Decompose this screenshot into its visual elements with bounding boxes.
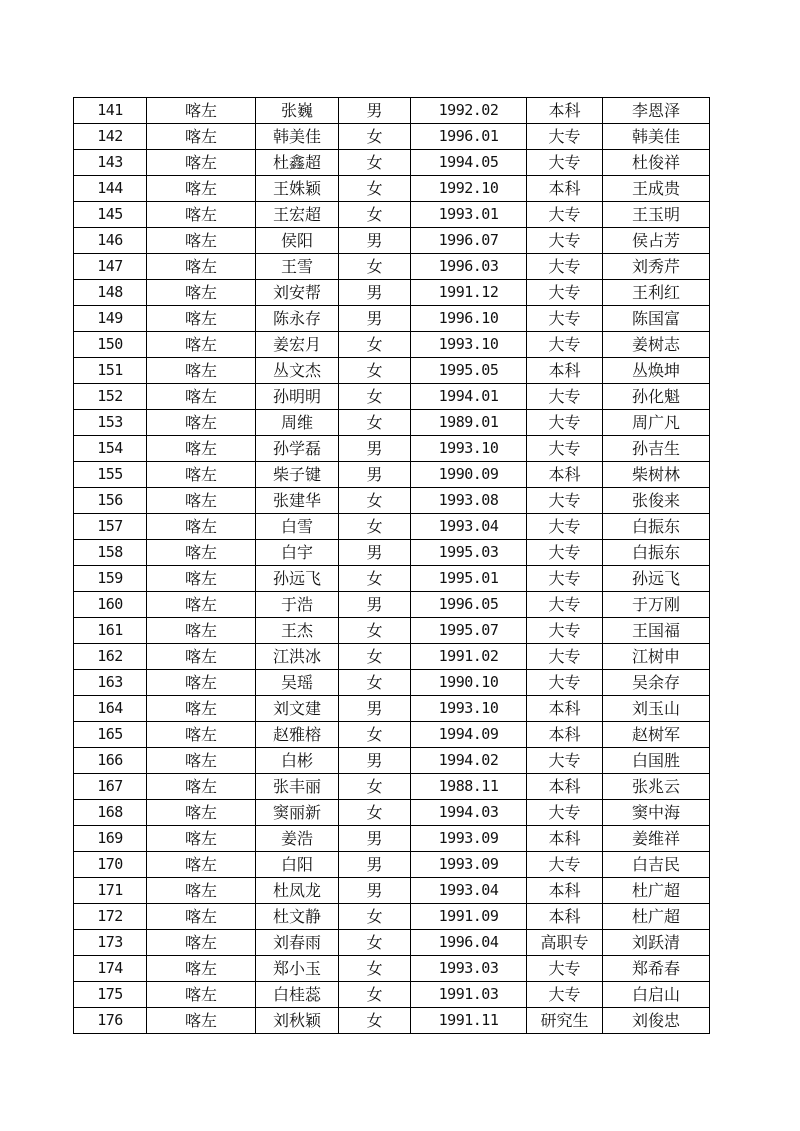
cell-education: 大专	[527, 384, 603, 410]
table-row	[74, 384, 710, 410]
table-row	[74, 280, 710, 306]
cell-parent: 刘跃清	[603, 930, 710, 956]
cell-region: 喀左	[147, 930, 256, 956]
cell-gender: 男	[339, 696, 411, 722]
cell-name: 刘安帮	[256, 280, 339, 306]
cell-name: 王杰	[256, 618, 339, 644]
cell-name: 孙远飞	[256, 566, 339, 592]
cell-index: 153	[74, 410, 147, 436]
cell-education: 大专	[527, 852, 603, 878]
cell-index: 162	[74, 644, 147, 670]
cell-parent: 刘秀芹	[603, 254, 710, 280]
table-row	[74, 956, 710, 982]
cell-birth: 1995.05	[411, 358, 527, 384]
cell-parent: 于万刚	[603, 592, 710, 618]
cell-name: 白宇	[256, 540, 339, 566]
table-row	[74, 514, 710, 540]
cell-parent: 孙远飞	[603, 566, 710, 592]
cell-region: 喀左	[147, 410, 256, 436]
cell-name: 白彬	[256, 748, 339, 774]
cell-birth: 1991.02	[411, 644, 527, 670]
cell-name: 王宏超	[256, 202, 339, 228]
cell-parent: 吴余存	[603, 670, 710, 696]
cell-index: 150	[74, 332, 147, 358]
cell-region: 喀左	[147, 904, 256, 930]
cell-education: 大专	[527, 280, 603, 306]
cell-region: 喀左	[147, 228, 256, 254]
cell-index: 151	[74, 358, 147, 384]
cell-education: 大专	[527, 566, 603, 592]
cell-region: 喀左	[147, 748, 256, 774]
cell-index: 148	[74, 280, 147, 306]
cell-name: 孙明明	[256, 384, 339, 410]
cell-parent: 孙化魁	[603, 384, 710, 410]
cell-gender: 男	[339, 878, 411, 904]
cell-birth: 1995.01	[411, 566, 527, 592]
cell-gender: 男	[339, 826, 411, 852]
cell-education: 大专	[527, 670, 603, 696]
cell-index: 170	[74, 852, 147, 878]
roster-table	[73, 97, 710, 1034]
cell-region: 喀左	[147, 618, 256, 644]
cell-gender: 女	[339, 670, 411, 696]
cell-birth: 1996.03	[411, 254, 527, 280]
cell-name: 刘春雨	[256, 930, 339, 956]
cell-region: 喀左	[147, 696, 256, 722]
cell-gender: 女	[339, 774, 411, 800]
cell-gender: 男	[339, 852, 411, 878]
cell-birth: 1990.09	[411, 462, 527, 488]
cell-name: 张巍	[256, 98, 339, 124]
cell-education: 大专	[527, 982, 603, 1008]
table-row	[74, 800, 710, 826]
cell-region: 喀左	[147, 280, 256, 306]
cell-index: 174	[74, 956, 147, 982]
cell-region: 喀左	[147, 644, 256, 670]
table-row	[74, 1008, 710, 1034]
table-row	[74, 618, 710, 644]
cell-education: 大专	[527, 410, 603, 436]
cell-birth: 1992.10	[411, 176, 527, 202]
cell-name: 王雪	[256, 254, 339, 280]
cell-education: 本科	[527, 826, 603, 852]
cell-parent: 杜广超	[603, 904, 710, 930]
cell-education: 研究生	[527, 1008, 603, 1034]
cell-region: 喀左	[147, 956, 256, 982]
cell-birth: 1993.09	[411, 826, 527, 852]
cell-education: 本科	[527, 98, 603, 124]
cell-index: 169	[74, 826, 147, 852]
table-row	[74, 540, 710, 566]
cell-region: 喀左	[147, 982, 256, 1008]
cell-index: 160	[74, 592, 147, 618]
cell-region: 喀左	[147, 384, 256, 410]
cell-birth: 1994.09	[411, 722, 527, 748]
cell-name: 刘秋颖	[256, 1008, 339, 1034]
cell-parent: 王国福	[603, 618, 710, 644]
cell-parent: 陈国富	[603, 306, 710, 332]
cell-education: 大专	[527, 332, 603, 358]
cell-index: 166	[74, 748, 147, 774]
cell-region: 喀左	[147, 306, 256, 332]
cell-name: 白雪	[256, 514, 339, 540]
cell-education: 大专	[527, 800, 603, 826]
cell-parent: 张俊来	[603, 488, 710, 514]
cell-region: 喀左	[147, 540, 256, 566]
cell-parent: 姜树志	[603, 332, 710, 358]
cell-gender: 女	[339, 644, 411, 670]
cell-region: 喀左	[147, 592, 256, 618]
cell-parent: 杜广超	[603, 878, 710, 904]
cell-gender: 女	[339, 1008, 411, 1034]
cell-index: 164	[74, 696, 147, 722]
table-row	[74, 592, 710, 618]
cell-parent: 刘俊忠	[603, 1008, 710, 1034]
table-row	[74, 202, 710, 228]
cell-birth: 1993.01	[411, 202, 527, 228]
cell-gender: 女	[339, 982, 411, 1008]
cell-index: 167	[74, 774, 147, 800]
cell-name: 杜鑫超	[256, 150, 339, 176]
roster-table-body	[74, 98, 710, 1034]
cell-gender: 女	[339, 410, 411, 436]
cell-name: 杜文静	[256, 904, 339, 930]
cell-region: 喀左	[147, 436, 256, 462]
cell-parent: 侯占芳	[603, 228, 710, 254]
cell-birth: 1994.01	[411, 384, 527, 410]
cell-birth: 1993.08	[411, 488, 527, 514]
table-row	[74, 488, 710, 514]
cell-index: 147	[74, 254, 147, 280]
cell-education: 大专	[527, 618, 603, 644]
cell-index: 142	[74, 124, 147, 150]
cell-name: 柴子键	[256, 462, 339, 488]
table-row	[74, 358, 710, 384]
cell-gender: 女	[339, 514, 411, 540]
cell-name: 陈永存	[256, 306, 339, 332]
cell-region: 喀左	[147, 514, 256, 540]
table-row	[74, 332, 710, 358]
cell-name: 于浩	[256, 592, 339, 618]
cell-gender: 女	[339, 150, 411, 176]
table-row	[74, 722, 710, 748]
cell-parent: 孙吉生	[603, 436, 710, 462]
cell-parent: 白振东	[603, 514, 710, 540]
cell-education: 大专	[527, 202, 603, 228]
cell-birth: 1993.10	[411, 332, 527, 358]
cell-education: 大专	[527, 436, 603, 462]
cell-name: 周维	[256, 410, 339, 436]
cell-region: 喀左	[147, 774, 256, 800]
cell-education: 大专	[527, 254, 603, 280]
cell-parent: 窦中海	[603, 800, 710, 826]
cell-parent: 赵树军	[603, 722, 710, 748]
cell-index: 172	[74, 904, 147, 930]
cell-index: 159	[74, 566, 147, 592]
cell-index: 163	[74, 670, 147, 696]
cell-index: 146	[74, 228, 147, 254]
cell-parent: 张兆云	[603, 774, 710, 800]
cell-name: 白阳	[256, 852, 339, 878]
cell-birth: 1991.09	[411, 904, 527, 930]
cell-region: 喀左	[147, 124, 256, 150]
cell-gender: 女	[339, 488, 411, 514]
cell-parent: 白吉民	[603, 852, 710, 878]
cell-parent: 杜俊祥	[603, 150, 710, 176]
cell-name: 丛文杰	[256, 358, 339, 384]
cell-education: 本科	[527, 176, 603, 202]
cell-birth: 1989.01	[411, 410, 527, 436]
cell-gender: 男	[339, 228, 411, 254]
cell-name: 赵雅榕	[256, 722, 339, 748]
cell-education: 本科	[527, 878, 603, 904]
cell-birth: 1993.10	[411, 436, 527, 462]
cell-birth: 1996.07	[411, 228, 527, 254]
cell-name: 孙学磊	[256, 436, 339, 462]
cell-birth: 1995.03	[411, 540, 527, 566]
cell-gender: 女	[339, 202, 411, 228]
table-row	[74, 878, 710, 904]
cell-birth: 1993.10	[411, 696, 527, 722]
table-row	[74, 904, 710, 930]
cell-name: 杜凤龙	[256, 878, 339, 904]
cell-region: 喀左	[147, 176, 256, 202]
cell-index: 161	[74, 618, 147, 644]
cell-name: 江洪冰	[256, 644, 339, 670]
cell-region: 喀左	[147, 254, 256, 280]
cell-education: 大专	[527, 540, 603, 566]
cell-education: 本科	[527, 358, 603, 384]
cell-education: 本科	[527, 904, 603, 930]
cell-education: 大专	[527, 306, 603, 332]
cell-name: 白桂蕊	[256, 982, 339, 1008]
cell-parent: 姜维祥	[603, 826, 710, 852]
table-row	[74, 774, 710, 800]
cell-education: 大专	[527, 124, 603, 150]
cell-birth: 1996.05	[411, 592, 527, 618]
cell-region: 喀左	[147, 1008, 256, 1034]
cell-birth: 1993.04	[411, 514, 527, 540]
cell-parent: 白国胜	[603, 748, 710, 774]
cell-birth: 1993.09	[411, 852, 527, 878]
cell-gender: 女	[339, 566, 411, 592]
cell-index: 176	[74, 1008, 147, 1034]
cell-name: 刘文建	[256, 696, 339, 722]
cell-birth: 1994.05	[411, 150, 527, 176]
cell-parent: 王利红	[603, 280, 710, 306]
cell-education: 大专	[527, 228, 603, 254]
cell-region: 喀左	[147, 566, 256, 592]
cell-gender: 女	[339, 800, 411, 826]
cell-gender: 女	[339, 384, 411, 410]
cell-gender: 男	[339, 280, 411, 306]
cell-name: 侯阳	[256, 228, 339, 254]
cell-birth: 1996.04	[411, 930, 527, 956]
cell-birth: 1994.02	[411, 748, 527, 774]
cell-parent: 李恩泽	[603, 98, 710, 124]
cell-region: 喀左	[147, 670, 256, 696]
cell-index: 152	[74, 384, 147, 410]
cell-gender: 女	[339, 254, 411, 280]
cell-index: 165	[74, 722, 147, 748]
cell-parent: 王玉明	[603, 202, 710, 228]
cell-birth: 1993.04	[411, 878, 527, 904]
cell-gender: 女	[339, 956, 411, 982]
cell-index: 175	[74, 982, 147, 1008]
cell-index: 173	[74, 930, 147, 956]
cell-index: 154	[74, 436, 147, 462]
table-row	[74, 98, 710, 124]
cell-gender: 男	[339, 462, 411, 488]
cell-gender: 女	[339, 722, 411, 748]
cell-parent: 刘玉山	[603, 696, 710, 722]
cell-region: 喀左	[147, 800, 256, 826]
cell-region: 喀左	[147, 878, 256, 904]
cell-gender: 男	[339, 436, 411, 462]
cell-birth: 1994.03	[411, 800, 527, 826]
cell-education: 大专	[527, 150, 603, 176]
cell-parent: 白振东	[603, 540, 710, 566]
table-row	[74, 826, 710, 852]
cell-gender: 女	[339, 332, 411, 358]
cell-birth: 1991.11	[411, 1008, 527, 1034]
cell-name: 王姝颖	[256, 176, 339, 202]
table-row	[74, 852, 710, 878]
table-row	[74, 228, 710, 254]
cell-name: 姜浩	[256, 826, 339, 852]
cell-gender: 女	[339, 124, 411, 150]
table-row	[74, 748, 710, 774]
table-row	[74, 930, 710, 956]
table-row	[74, 254, 710, 280]
cell-parent: 周广凡	[603, 410, 710, 436]
cell-birth: 1988.11	[411, 774, 527, 800]
table-row	[74, 566, 710, 592]
cell-name: 吴瑶	[256, 670, 339, 696]
cell-gender: 女	[339, 358, 411, 384]
cell-parent: 韩美佳	[603, 124, 710, 150]
cell-birth: 1993.03	[411, 956, 527, 982]
table-row	[74, 696, 710, 722]
cell-gender: 男	[339, 592, 411, 618]
cell-education: 本科	[527, 722, 603, 748]
cell-education: 本科	[527, 696, 603, 722]
cell-parent: 郑希春	[603, 956, 710, 982]
cell-name: 韩美佳	[256, 124, 339, 150]
table-row	[74, 982, 710, 1008]
cell-index: 143	[74, 150, 147, 176]
cell-region: 喀左	[147, 722, 256, 748]
cell-index: 158	[74, 540, 147, 566]
cell-education: 高职专	[527, 930, 603, 956]
cell-index: 141	[74, 98, 147, 124]
cell-gender: 女	[339, 930, 411, 956]
cell-gender: 女	[339, 904, 411, 930]
cell-region: 喀左	[147, 202, 256, 228]
cell-birth: 1996.01	[411, 124, 527, 150]
cell-name: 郑小玉	[256, 956, 339, 982]
cell-name: 姜宏月	[256, 332, 339, 358]
cell-gender: 男	[339, 748, 411, 774]
cell-index: 157	[74, 514, 147, 540]
table-row	[74, 306, 710, 332]
cell-education: 大专	[527, 748, 603, 774]
table-row	[74, 176, 710, 202]
cell-index: 156	[74, 488, 147, 514]
cell-parent: 柴树林	[603, 462, 710, 488]
cell-index: 144	[74, 176, 147, 202]
table-row	[74, 436, 710, 462]
table-row	[74, 670, 710, 696]
cell-name: 张丰丽	[256, 774, 339, 800]
table-row	[74, 462, 710, 488]
cell-region: 喀左	[147, 826, 256, 852]
cell-region: 喀左	[147, 358, 256, 384]
cell-education: 大专	[527, 488, 603, 514]
cell-education: 本科	[527, 462, 603, 488]
cell-birth: 1992.02	[411, 98, 527, 124]
table-row	[74, 124, 710, 150]
cell-birth: 1990.10	[411, 670, 527, 696]
cell-index: 171	[74, 878, 147, 904]
cell-region: 喀左	[147, 462, 256, 488]
cell-gender: 男	[339, 306, 411, 332]
table-row	[74, 644, 710, 670]
cell-name: 张建华	[256, 488, 339, 514]
cell-index: 168	[74, 800, 147, 826]
cell-education: 本科	[527, 774, 603, 800]
cell-birth: 1991.03	[411, 982, 527, 1008]
cell-education: 大专	[527, 956, 603, 982]
cell-name: 窦丽新	[256, 800, 339, 826]
cell-region: 喀左	[147, 852, 256, 878]
cell-index: 149	[74, 306, 147, 332]
cell-region: 喀左	[147, 488, 256, 514]
cell-parent: 丛焕坤	[603, 358, 710, 384]
cell-parent: 江树申	[603, 644, 710, 670]
cell-region: 喀左	[147, 98, 256, 124]
cell-region: 喀左	[147, 332, 256, 358]
cell-parent: 王成贵	[603, 176, 710, 202]
cell-education: 大专	[527, 644, 603, 670]
cell-parent: 白启山	[603, 982, 710, 1008]
table-row	[74, 150, 710, 176]
table-row	[74, 410, 710, 436]
cell-education: 大专	[527, 592, 603, 618]
cell-index: 145	[74, 202, 147, 228]
cell-region: 喀左	[147, 150, 256, 176]
cell-education: 大专	[527, 514, 603, 540]
cell-gender: 男	[339, 98, 411, 124]
cell-gender: 女	[339, 618, 411, 644]
cell-birth: 1995.07	[411, 618, 527, 644]
cell-index: 155	[74, 462, 147, 488]
cell-birth: 1996.10	[411, 306, 527, 332]
cell-gender: 女	[339, 176, 411, 202]
cell-birth: 1991.12	[411, 280, 527, 306]
cell-gender: 男	[339, 540, 411, 566]
